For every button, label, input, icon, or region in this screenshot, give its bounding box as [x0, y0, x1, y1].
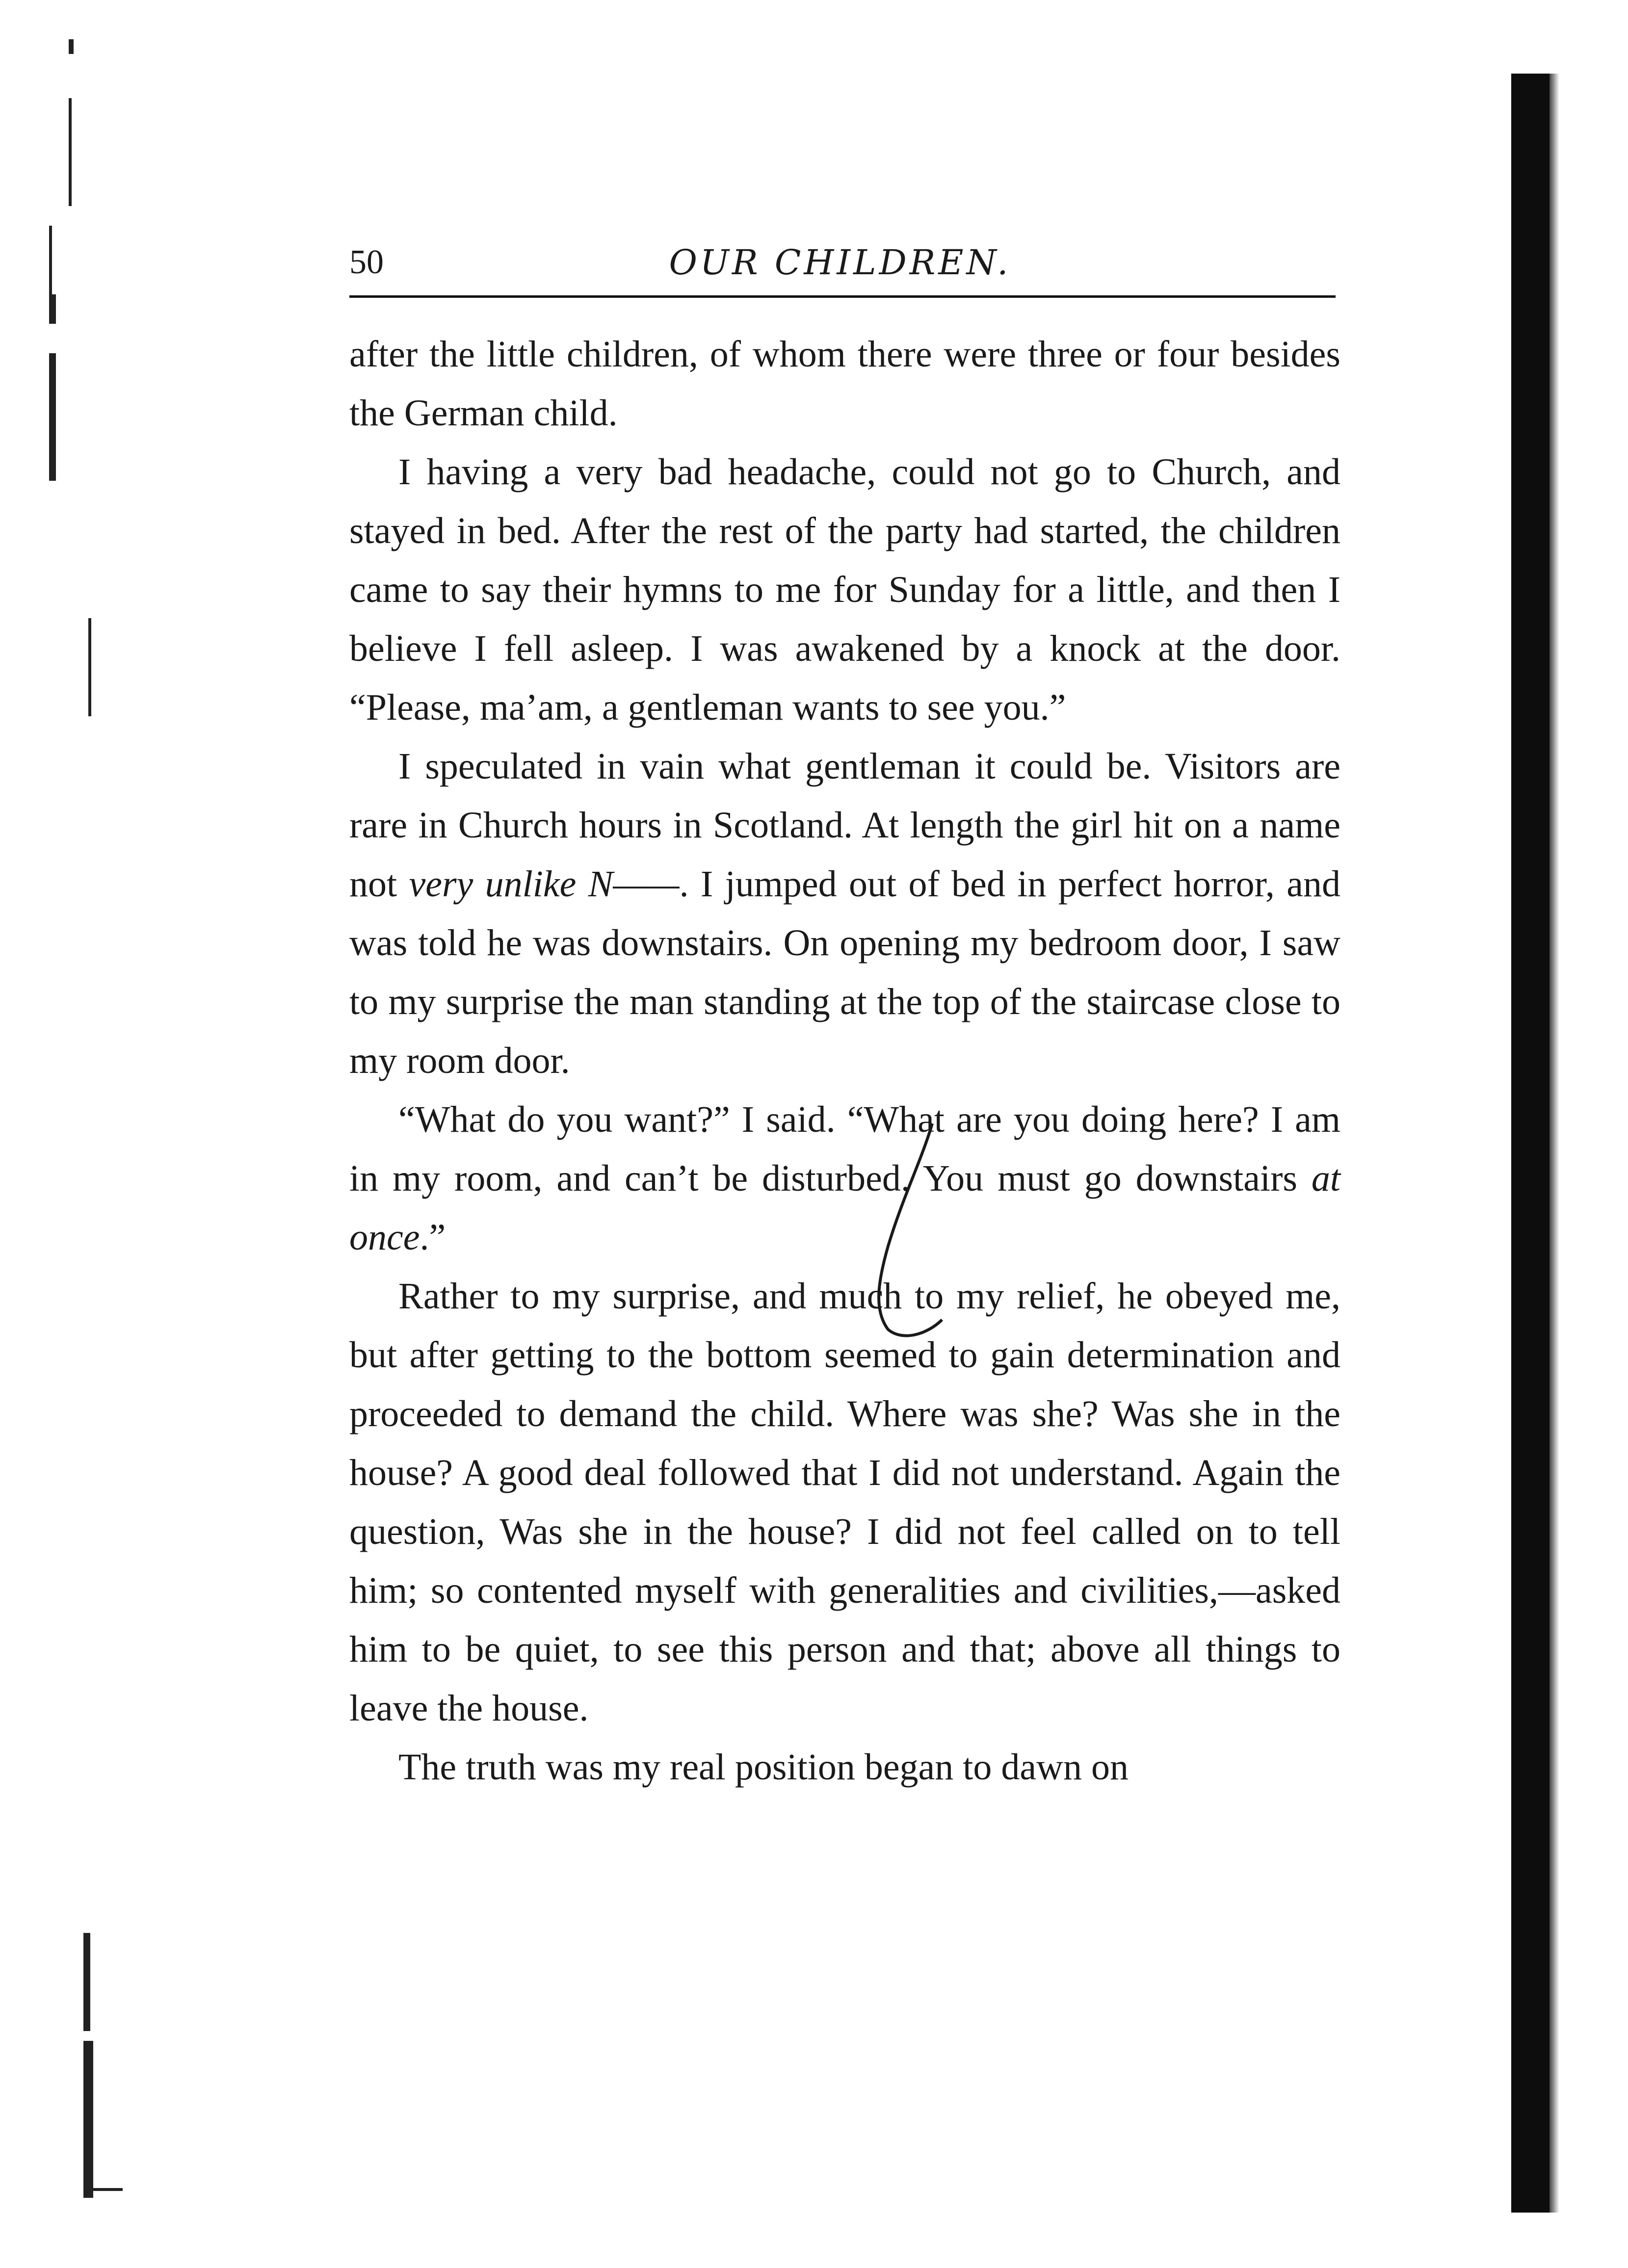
- header-rule: [349, 295, 1336, 298]
- paragraph-text: . I jumped out of bed in perfect horror, and was told he was downstairs. On opening my bedroom door, I saw to my surprise the man standing at the top of the staircase close to my room door.: [349, 863, 1341, 1081]
- paragraph-text: .”: [420, 1217, 446, 1258]
- italic-text: very unlike N——: [409, 863, 680, 905]
- running-title: OUR CHILDREN.: [669, 242, 1011, 283]
- scan-margin-marks: [49, 39, 118, 2208]
- paragraph: after the little children, of whom there were three or four besides the German child.: [349, 334, 1340, 434]
- book-spine-gradient: [1549, 74, 1559, 2213]
- italic-text: at once: [349, 1158, 1340, 1258]
- paragraph: The truth was my real position began to dawn on: [398, 1747, 1129, 1788]
- body-text: [349, 325, 1340, 1797]
- paragraph: I having a very bad headache, could not go to Church, and stayed in bed. After the rest of the party had started, the children came to say their hymns to me for Sunday for a little, and then I believe I fell asleep. I was awakened by a knock at the door. “Please, ma’am, a gentleman wants to see you.”: [349, 451, 1340, 728]
- running-head: [349, 231, 1331, 289]
- paragraph: [349, 737, 1340, 1090]
- book-spine-shadow: [1511, 74, 1549, 2213]
- handwritten-pen-mark: [834, 1119, 962, 1349]
- paragraph-text: I speculated in vain what gentleman it could be. Visitors are rare in Church hours in Scotland. At length the girl hit on a name not: [349, 746, 1340, 905]
- paragraph-text: “What do you want?” I said. “What are you doing here? I am in my room, and can’t be disturbed. You must go downstairs: [349, 1099, 1340, 1199]
- page-number: 50: [349, 243, 384, 281]
- paragraph: Rather to my surprise, and much to my relief, he obeyed me, but after getting to the bottom seemed to gain determination and proceeded to demand the child. Where was she? Was she in the house? A good deal followed that I did not understand. Again the question, Was she in the house? I did not feel called on to tell him; so contented myself with generalities and civilities,—asked him to be quiet, to see this person and that; above all things to leave the house.: [349, 1276, 1340, 1729]
